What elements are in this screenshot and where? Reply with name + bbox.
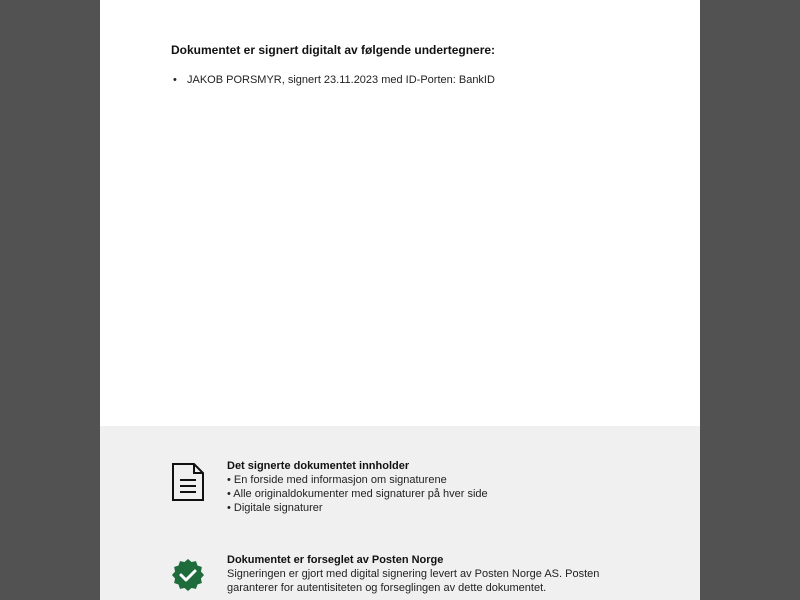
contents-line: • Digitale signaturer bbox=[227, 502, 323, 514]
seal-line: garanterer for autentisiteten og forseglingen av dette dokumentet. bbox=[227, 582, 547, 594]
document-icon bbox=[171, 462, 205, 502]
signers-heading: Dokumentet er signert digitalt av følgende undertegnere: bbox=[171, 43, 496, 57]
contents-title: Det signerte dokumentet innholder bbox=[227, 460, 410, 472]
seal-text bbox=[227, 553, 647, 595]
contents-line: • Alle originaldokumenter med signaturer på hver side bbox=[227, 488, 488, 500]
document-page bbox=[100, 0, 700, 600]
contents-text bbox=[227, 459, 647, 515]
seal-title: Dokumentet er forseglet av Posten Norge bbox=[227, 554, 444, 566]
seal-line: Signeringen er gjort med digital signering levert av Posten Norge AS. Posten bbox=[227, 568, 600, 580]
verified-seal-icon bbox=[171, 556, 205, 596]
contents-line: • En forside med informasjon om signaturene bbox=[227, 474, 447, 486]
bullet: • bbox=[173, 74, 177, 86]
signer-list bbox=[171, 72, 651, 88]
signer-item bbox=[171, 72, 651, 88]
info-footer bbox=[100, 426, 700, 600]
signers-section bbox=[171, 42, 651, 88]
signer-text: JAKOB PORSMYR, signert 23.11.2023 med ID-Porten: BankID bbox=[187, 74, 495, 86]
